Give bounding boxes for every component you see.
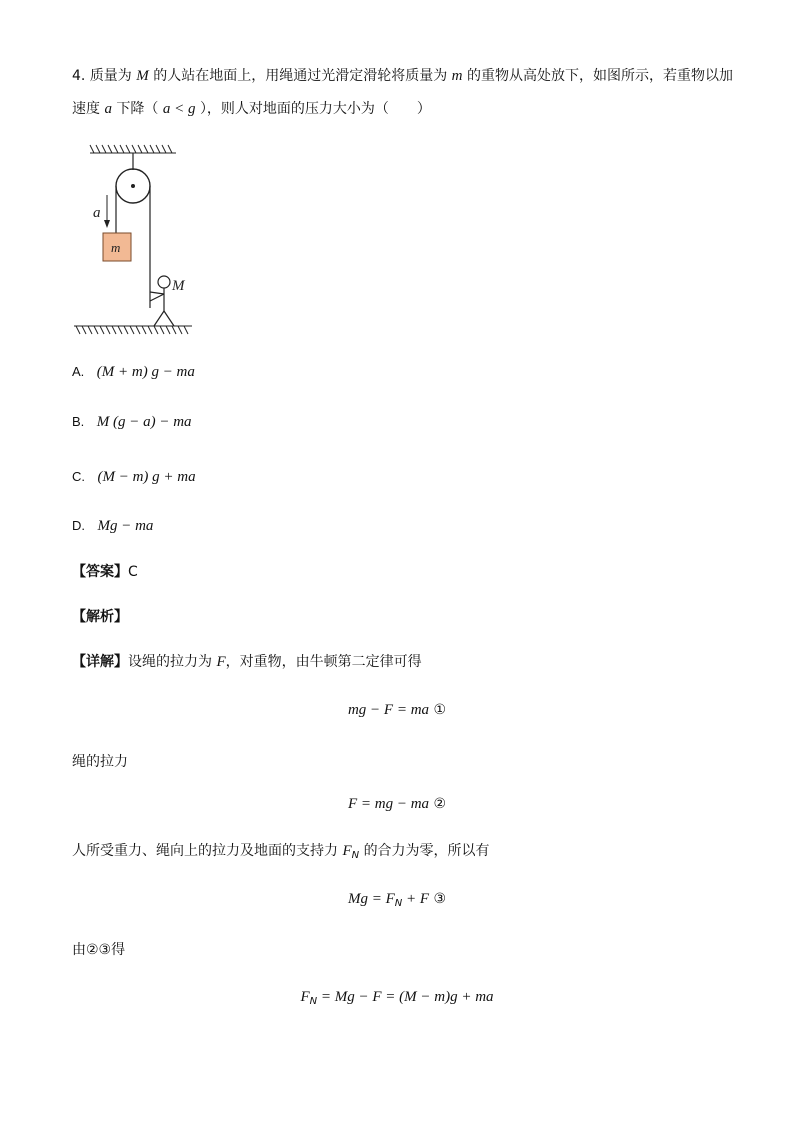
question-line-2: 速度 a 下降（ a < g ），则人对地面的压力大小为（ ） — [72, 101, 431, 117]
equation-4: $F_N = Mg - F = (M - m)g$ + ma — [300, 989, 494, 1007]
option-d: D. Mg − ma — [72, 518, 154, 534]
person-figure — [150, 276, 174, 326]
option-b: B. M (g − a) − ma — [72, 414, 192, 430]
person-label: M — [172, 278, 185, 294]
analysis-label: 【解析】 — [72, 609, 128, 625]
question-line-1: 4. 质量为 M 的人站在地面上，用绳通过光滑定滑轮将质量为 m 的重物从高处放下，如图所示，若重物以加 — [72, 68, 733, 84]
ceiling-hatch — [90, 145, 176, 153]
acceleration-label: a — [93, 205, 101, 221]
equation-3: $Mg = F_N + F$ ③ — [347, 891, 447, 909]
option-c: C. (M − m) g + ma — [72, 469, 196, 485]
equation-1: mg − F = ma ① — [347, 702, 447, 718]
mass-label: m — [111, 240, 121, 255]
detail-text-4: 由②③得 — [72, 942, 126, 958]
acceleration-arrowhead — [104, 220, 110, 228]
detail-line-1: 【详解】设绳的拉力为 F，对重物，由牛顿第二定律可得 — [72, 654, 422, 670]
option-a: A. (M + m) g − ma — [72, 364, 195, 380]
detail-line-3: 人所受重力、绳向上的拉力及地面的支持力 $F_N$ 的合力为零，所以有 — [72, 843, 490, 861]
detail-text-2: 绳的拉力 — [72, 754, 128, 770]
equation-2: F = mg − ma ② — [347, 796, 447, 812]
ground-hatch — [74, 326, 192, 334]
pulley-axle — [131, 184, 135, 188]
pulley-diagram — [70, 140, 210, 340]
answer-line: 【答案】C — [72, 564, 138, 580]
